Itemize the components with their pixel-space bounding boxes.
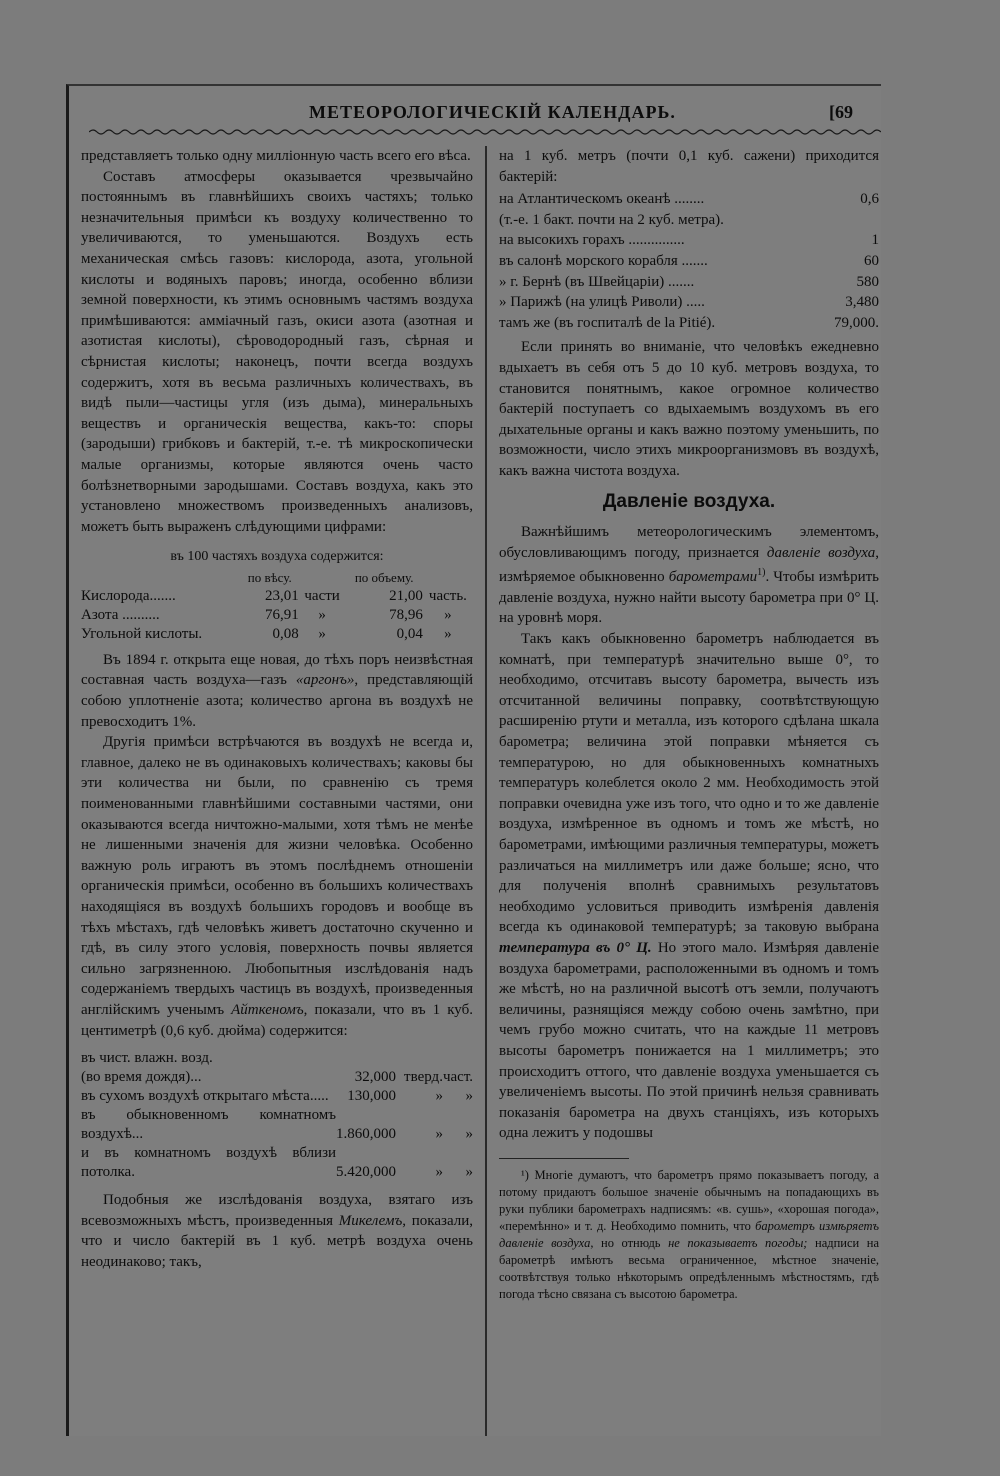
column-header-weight: по вѣсу. — [247, 569, 292, 585]
bacteria-list — [499, 189, 879, 333]
page — [66, 84, 881, 1436]
table-row: и въ комнатномъ воздухѣ вблизи потолка. 5.420,000 » » — [81, 1145, 473, 1181]
table-row: въ обыкновенномъ комнатномъ воздухѣ... 1.860,000 » » — [81, 1107, 473, 1143]
page-number: [69 — [829, 102, 853, 122]
list-item: тамъ же (въ госпиталѣ de la Pitié). 79,000. — [499, 314, 879, 331]
list-item: » г. Бернѣ (въ Швейцаріи) ....... 580 — [499, 273, 879, 290]
list-item: въ салонѣ морского корабля ....... 60 — [499, 252, 879, 269]
paragraph: Подобныя же изслѣдованія воздуха, взятаго изъ всевозможныхъ мѣстъ, произведенныя Микелемъ, показали, что и число бактерій въ 1 куб. метрѣ воздуха очень неодинаково; такъ, — [81, 1192, 473, 1270]
wavy-rule — [89, 128, 881, 136]
composition-table — [81, 568, 473, 644]
paragraph: Если принять во вниманіе, что человѣкъ ежедневно вдыхаетъ въ себя отъ 5 до 10 куб. метровъ воздуха, то становится понятнымъ, какое огромное количество бактерій поступаетъ со вдыхаемымъ воздухомъ въ его дыхательные органы и какъ важно поэтому уменьшить, по возможности, число этихъ микроорганизмовъ въ воздухѣ, какъ важна чистота воздуха. — [499, 339, 879, 479]
footnote: ¹) Многіе думаютъ, что барометръ прямо показываетъ погоду, а потому придаютъ большое значеніе обычнымъ на попадающихъ въ руки публики барометрахъ надписямъ: «в. сушь», «хорошая погода», «перемѣнно» и т. д. Необходимо помнить, что барометръ измѣряетъ давленіе воздуха, но отнюдь не показываетъ погоды; надписи на барометрѣ имѣютъ весьма ограниченное, мѣстное значеніе, соотвѣтствуя только нѣкоторымъ опредѣленнымъ мѣстностямъ, гдѣ погода тѣсно связана съ высотою барометра. — [499, 1167, 880, 1301]
paragraph: Составъ атмосферы оказывается чрезвычайно постояннымъ въ главнѣйшихъ своихъ частяхъ; только незначительныя примѣси къ воздуху количественно то увеличиваются, то уменьшаются. Воздухъ есть механическая смѣсь газовъ: кислорода, азота, угольной кислоты и водяныхъ паровъ; иногда, особенно вблизи земной поверхности, къ этимъ основнымъ частямъ воздуха примѣшиваются: аммiачный газъ, окиси азота (азотная и азотистая кислоты), сѣроводородный газъ, сѣрная и сѣрнистая кислоты; наконецъ, почти всегда воздухъ содержитъ, хотя въ весьма различныхъ количествахъ, въ видѣ пыли—частицы угля (изъ дыма), минеральныхъ веществъ и органическія вещества, какъ-то: споры (зародыши) грибковъ и бактерій, т.-е. тѣ микроскопически малые организмы, которые являются очень часто болѣзнетворными зародышами. Составъ воздуха, какъ это установлено множествомъ произведенныхъ анализовъ, можетъ быть выраженъ слѣдующими цифрами: — [81, 168, 473, 535]
footnote-separator — [499, 1158, 629, 1159]
list-item: на Атлантическомъ океанѣ ........ 0,6 — [499, 191, 879, 208]
table-row: (во время дождя)... 32,000 тверд. част. — [81, 1069, 473, 1086]
dust-table — [81, 1049, 473, 1182]
paragraph: на 1 куб. метръ (почти 0,1 куб. сажени) приходится бактерій: — [499, 148, 879, 185]
right-column — [499, 146, 879, 1303]
header-title: МЕТЕОРОЛОГИЧЕСКІЙ КАЛЕНДАРЬ. — [309, 102, 676, 122]
list-item: (т.-е. 1 бакт. почти на 2 куб. метра). — [499, 211, 724, 228]
composition-table-title: въ 100 частяхъ воздуха содержится: — [170, 549, 384, 565]
paragraph: Въ 1894 г. открыта еще новая, до тѣхъ поръ неизвѣстная составная часть воздуха—газъ «аргонъ», представляющій собою уплотненіе азота; количество аргона въ воздухѣ не превосходитъ 1%. — [81, 651, 473, 730]
list-item: на высокихъ горахъ ............... 1 — [499, 232, 879, 249]
column-divider — [485, 146, 487, 1436]
table-header-row — [81, 568, 473, 587]
left-column — [81, 146, 473, 1273]
table-row: въ чист. влажн. возд. — [81, 1050, 213, 1067]
paragraph: Такъ какъ обыкновенно барометръ наблюдается въ комнатѣ, при температурѣ значительно выше 0°, то необходимо, отсчитавъ высоту барометра, вычесть изъ отсчитанной величины поправку, соотвѣтствующую расширенію ртути и металла, изъ которого сдѣлана шкала барометра; величина этой поправки мѣняется съ температурою, но для обыкновенныхъ комнатныхъ температуръ колеблется около 2 мм. Необходимость этой поправки очевидна уже изъ того, что одно и то же давленіе воздуха, измѣренное въ одномъ и томъ же мѣстѣ, но барометрами, имѣющими различныя температуры, можетъ различаться на миллиметръ или даже больше; ясно, что для полученія вполнѣ сравнимыхъ результатовъ необходимо условиться приводить измѣренія давленія всегда къ одинаковой температурѣ; за таковую выбрана температура въ 0° Ц. Но этого мало. Измѣряя давленіе воздуха барометрами, расположенными въ одномъ и томъ же мѣстѣ, но на различной высотѣ отъ земли, получаютъ величины, разнящіяся между собою очень замѣтно, при чемъ грубо можно считать, что на каждые 11 метровъ высоты барометръ понижается на 1 миллиметръ; это происходитъ оттого, что давленіе воздуха уменьшается съ увеличеніемъ высоты. По этой причинѣ нельзя сравнивать показанія барометра на двухъ станціяхъ, изъ которыхъ одна лежитъ у подошвы — [499, 631, 879, 1142]
paragraph: Другія примѣси встрѣчаются въ воздухѣ не всегда и, главное, далеко не въ одинаковыхъ количествахъ; каковы бы эти количества ни были, по сравненію съ тремя поименованными главнѣйшими составными частями, они оказываются всегда ничтожно-малыми, хотя тѣмъ не менѣе не лишенными значенія для жизни человѣка. Особенно важную роль играютъ въ этомъ послѣднемъ отношеніи органическія примѣси, особенно въ большихъ количествахъ находящіяся въ воздухѣ большихъ городовъ и вообще въ тѣхъ мѣстахъ, гдѣ человѣкъ живетъ достаточно скученно и гдѣ, въ силу этого условія, поверхность почвы является сильно загрязненною. Любопытныя изслѣдованія надъ содержаніемъ твердыхъ частицъ въ воздухѣ, произведенныя англійскимъ ученымъ Айткеномъ, показали, что въ 1 куб. центиметрѣ (0,6 куб. дюйма) содержится: — [81, 734, 473, 1039]
table-row: Угольной кислоты. 0,08 » 0,04 » — [81, 625, 452, 642]
table-row: Азота .......... 76,91 » 78,96 » — [81, 606, 452, 623]
section-title: Давленіе воздуха. — [602, 490, 776, 512]
paragraph: представляетъ только одну милліонную часть всего его вѣса. — [81, 148, 471, 164]
table-row: въ сухомъ воздухѣ открытаго мѣста..... 130,000 » » — [81, 1088, 473, 1105]
footnote-ref: 1) — [757, 567, 766, 579]
column-header-volume: по объему. — [354, 569, 414, 585]
table-row: Кислорода....... 23,01 части 21,00 часть. — [81, 587, 467, 604]
paragraph: Важнѣйшимъ метеорологическимъ элементомъ, обусловливающимъ погоду, признается давленіе воздуха, измѣряемое обыкновенно барометрами$^{1)}$. Чтобы измѣрить давленіе воздуха, нужно найти высоту барометра при 0° Ц. на уровнѣ моря. — [499, 524, 879, 627]
list-item: » Парижѣ (на улицѣ Риволи) ..... 3,480 — [499, 294, 879, 311]
